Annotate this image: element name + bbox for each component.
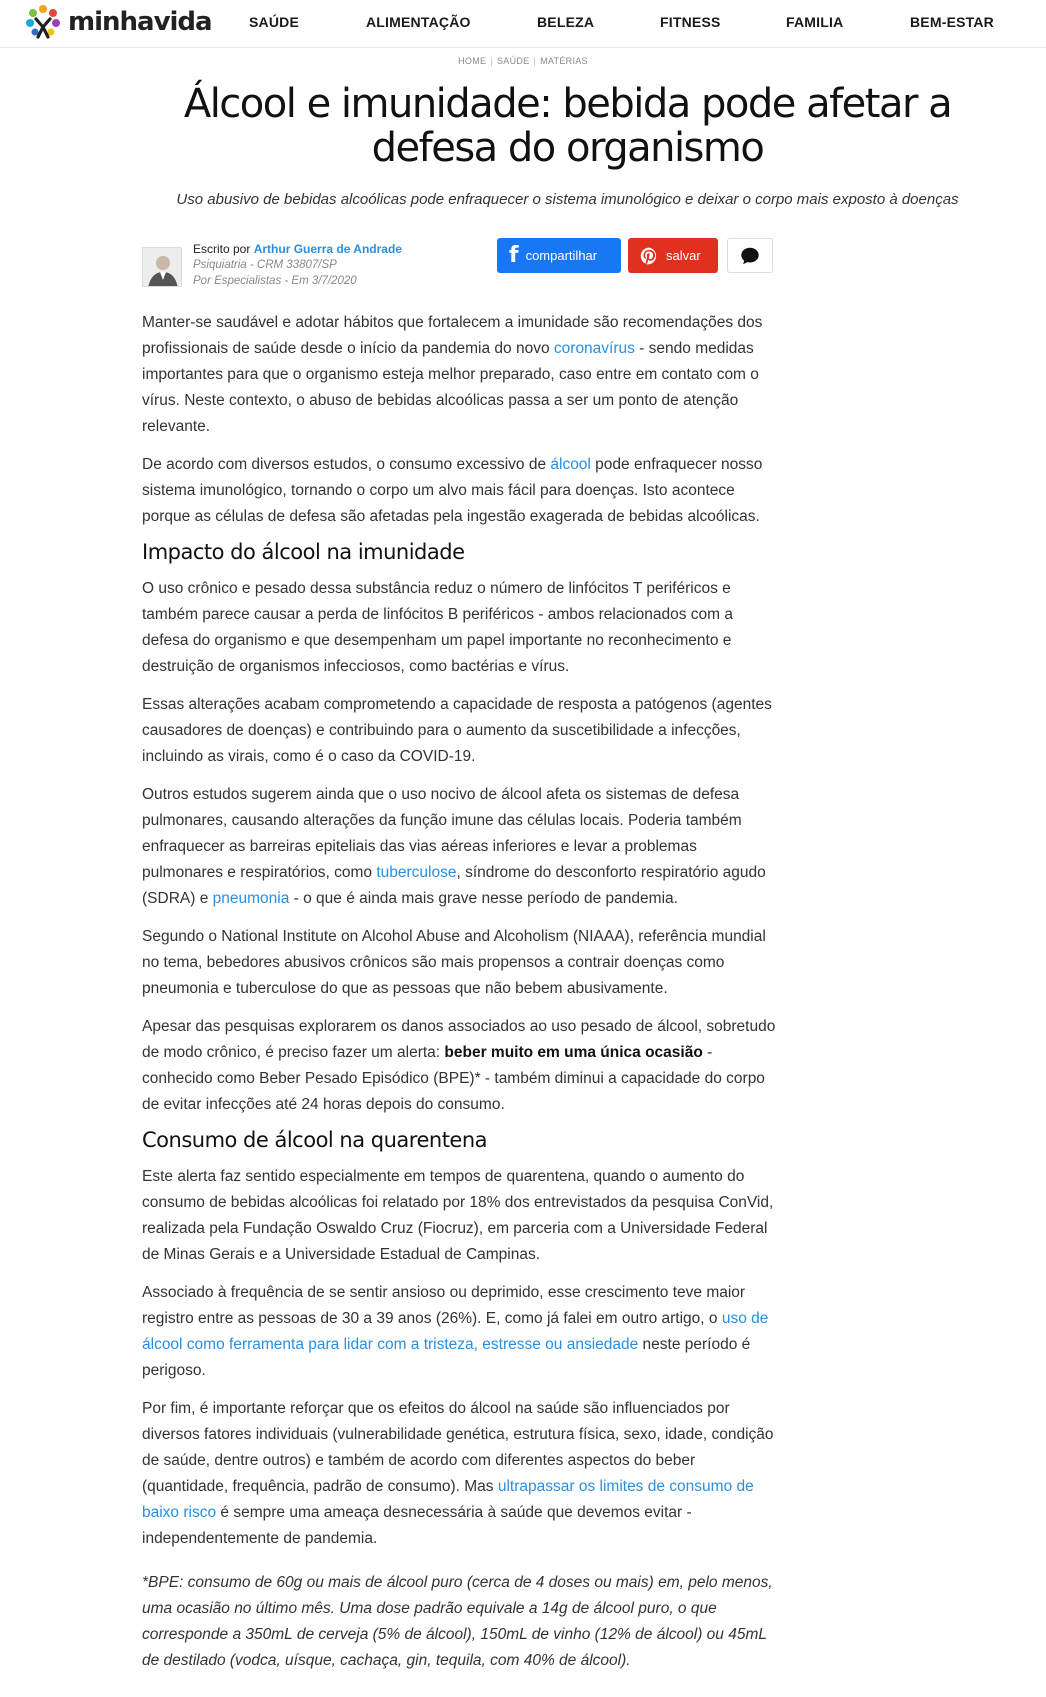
- paragraph-text: Associado à frequência de se sentir ansioso ou deprimido, esse crescimento teve maior registro entre as pessoas de 30 a 39 anos (26%). E, como já falei em outro artigo, o: [142, 1284, 746, 1327]
- breadcrumb-separator: |: [490, 56, 493, 66]
- facebook-icon: f: [509, 243, 519, 268]
- link-alcool[interactable]: álcool: [550, 456, 591, 473]
- paragraph-text: De acordo com diversos estudos, o consumo excessivo de: [142, 456, 551, 473]
- pinterest-save-button[interactable]: [628, 238, 718, 273]
- link-pneumonia[interactable]: pneumonia: [212, 890, 290, 907]
- paragraph-6: Segundo o National Institute on Alcohol Abuse and Alcoholism (NIAAA), referência mundial no tema, bebedores abusivos crônicos são mais propensos a contrair doenças como pneumonia e tuberculose do que as pessoas que não bebem abusivamente.: [142, 928, 766, 997]
- breadcrumb-materias[interactable]: MATÉRIAS: [540, 56, 588, 66]
- paragraph-10: [142, 1396, 782, 1552]
- footnote-bpe: *BPE: consumo de 60g ou mais de álcool puro (cerca de 4 doses ou mais) em, pelo menos, uma ocasião no último mês. Uma dose padrão equivale a 14g de álcool puro, o que corresponde a 350mL de cerveja (5% de álcool), 150mL de vinho (12% de álcool) ou 45mL de destilado (vodca, uísque, cachaça, gin, tequila, com 40% de álcool).: [142, 1574, 773, 1669]
- paragraph-1: [142, 310, 782, 440]
- comment-button[interactable]: [727, 238, 773, 273]
- author-role: Psiquiatria - CRM 33807/SP: [193, 259, 337, 271]
- link-uso-alcool-tristeza[interactable]: uso de álcool como ferramenta para lidar com a tristeza, estresse ou ansiedade: [142, 1310, 769, 1353]
- nav-beleza[interactable]: BELEZA: [537, 14, 595, 30]
- paragraph-text: - sendo medidas importantes para que o organismo esteja melhor preparado, caso entre em contato com o vírus. Neste contexto, o abuso de bebidas alcoólicas passa a ser um ponto de atenção relevante.: [142, 340, 759, 435]
- article-body: [142, 310, 782, 1674]
- breadcrumb: [0, 56, 1046, 66]
- facebook-share-label: compartilhar: [525, 248, 598, 263]
- site-logo[interactable]: [22, 2, 212, 42]
- paragraph-text: Apesar das pesquisas explorarem os danos associados ao uso pesado de álcool, sobretudo de modo crônico, é preciso fazer um alerta:: [142, 1018, 776, 1061]
- pinterest-icon: [639, 246, 659, 266]
- nav-bem-estar[interactable]: BEM-ESTAR: [910, 14, 994, 30]
- breadcrumb-home[interactable]: HOME: [458, 56, 487, 66]
- paragraph-3: O uso crônico e pesado dessa substância reduz o número de linfócitos T periféricos e também parece causar a perda de linfócitos B periféricos - ambos relacionados com a defesa do organismo e que desempenham um papel importante no reconhecimento e destruição de organismos infecciosos, como bactérias e vírus.: [142, 580, 734, 675]
- facebook-share-button[interactable]: [497, 238, 621, 273]
- comment-bubble-icon: [739, 245, 761, 267]
- paragraph-text: Manter-se saudável e adotar hábitos que fortalecem a imunidade são recomendações dos profissionais de saúde desde o início da pandemia do novo: [142, 314, 763, 357]
- paragraph-8: Este alerta faz sentido especialmente em tempos de quarentena, quando o aumento do consumo de bebidas alcoólicas foi relatado por 18% dos entrevistados da pesquisa ConVid, realizada pela Fundação Oswaldo Cruz (Fiocruz), em parceria com a Universidade Federal de Minas Gerais e a Universidade Estadual de Campinas.: [142, 1168, 774, 1263]
- section-heading-impacto: Impacto do álcool na imunidade: [142, 540, 465, 564]
- paragraph-text: é sempre uma ameaça desnecessária à saúde que devemos evitar - independentemente de pandemia.: [142, 1504, 692, 1547]
- paragraph-2: [142, 452, 782, 530]
- author-avatar[interactable]: [142, 247, 182, 287]
- link-tuberculose[interactable]: tuberculose: [376, 864, 457, 881]
- logo-text: minhavida: [68, 7, 212, 37]
- breadcrumb-separator: |: [533, 56, 537, 66]
- paragraph-text: - o que é ainda mais grave nesse período de pandemia.: [289, 890, 678, 907]
- paragraph-4: Essas alterações acabam comprometendo a capacidade de resposta a patógenos (agentes causadores de doenças) e contribuindo para o aumento da suscetibilidade a infecções, incluindo as virais, como é o caso da COVID-19.: [142, 696, 772, 765]
- paragraph-text: Por fim, é importante reforçar que os efeitos do álcool na saúde são influenciados por diversos fatores individuais (vulnerabilidade genética, estrutura física, sexo, idade, condição de saúde, dentre outros) e também de acordo com diferentes aspectos do beber (quantidade, frequência, padrão de consumo). Mas: [142, 1400, 774, 1495]
- paragraph-text: - conhecido como Beber Pesado Episódico (BPE)* - também diminui a capacidade do corpo de evitar infecções até 24 horas depois do consumo.: [142, 1044, 765, 1113]
- article-section-date: Por Especialistas - Em 3/7/2020: [193, 275, 357, 287]
- nav-familia[interactable]: FAMILIA: [786, 14, 844, 30]
- section-heading-quarentena: Consumo de álcool na quarentena: [142, 1128, 488, 1152]
- paragraph-5: [142, 782, 782, 912]
- pinterest-save-label: salvar: [666, 248, 701, 263]
- paragraph-7: [142, 1014, 782, 1118]
- link-coronavirus[interactable]: coronavírus: [553, 340, 635, 357]
- nav-saude[interactable]: SAÚDE: [249, 14, 300, 30]
- author-name-link[interactable]: Arthur Guerra de Andrade: [253, 242, 402, 256]
- paragraph-text: pode enfraquecer nosso sistema imunológico, tornando o corpo um alvo mais fácil para doenças. Isto acontece porque as células de defesa são afetadas pela ingestão exagerada de bebidas alcoólicas.: [142, 456, 763, 525]
- paragraph-9: [142, 1280, 782, 1384]
- page-title: Álcool e imunidade: bebida pode afetar a defesa do organismo: [183, 81, 952, 171]
- breadcrumb-saude[interactable]: SAÚDE: [496, 56, 530, 66]
- site-header: [0, 0, 1046, 48]
- nav-alimentacao[interactable]: ALIMENTAÇÃO: [366, 14, 471, 30]
- author-block: [142, 241, 462, 291]
- page-subtitle: Uso abusivo de bebidas alcoólicas pode enfraquecer o sistema imunológico e deixar o corpo mais exposto à doenças: [176, 191, 959, 208]
- author-photo-icon: [143, 248, 182, 287]
- paragraph-text: neste período é perigoso.: [142, 1336, 751, 1379]
- nav-fitness[interactable]: FITNESS: [660, 14, 721, 30]
- paragraph-text: , síndrome do desconforto respiratório agudo (SDRA) e: [142, 864, 766, 907]
- written-by-label: Escrito por: [193, 242, 251, 256]
- bold-emphasis: beber muito em uma única ocasião: [444, 1044, 703, 1061]
- paragraph-text: Outros estudos sugerem ainda que o uso nocivo de álcool afeta os sistemas de defesa pulmonares, causando alterações da função imune das células locais. Poderia também enfraquecer as barreiras epiteliais das vias aéreas inferiores e levar a problemas pulmonares e respiratórios, como: [142, 786, 742, 881]
- author-info: [193, 241, 402, 289]
- logo-flower-icon: [22, 1, 64, 43]
- link-limites-consumo[interactable]: ultrapassar os limites de consumo de baixo risco: [142, 1478, 754, 1521]
